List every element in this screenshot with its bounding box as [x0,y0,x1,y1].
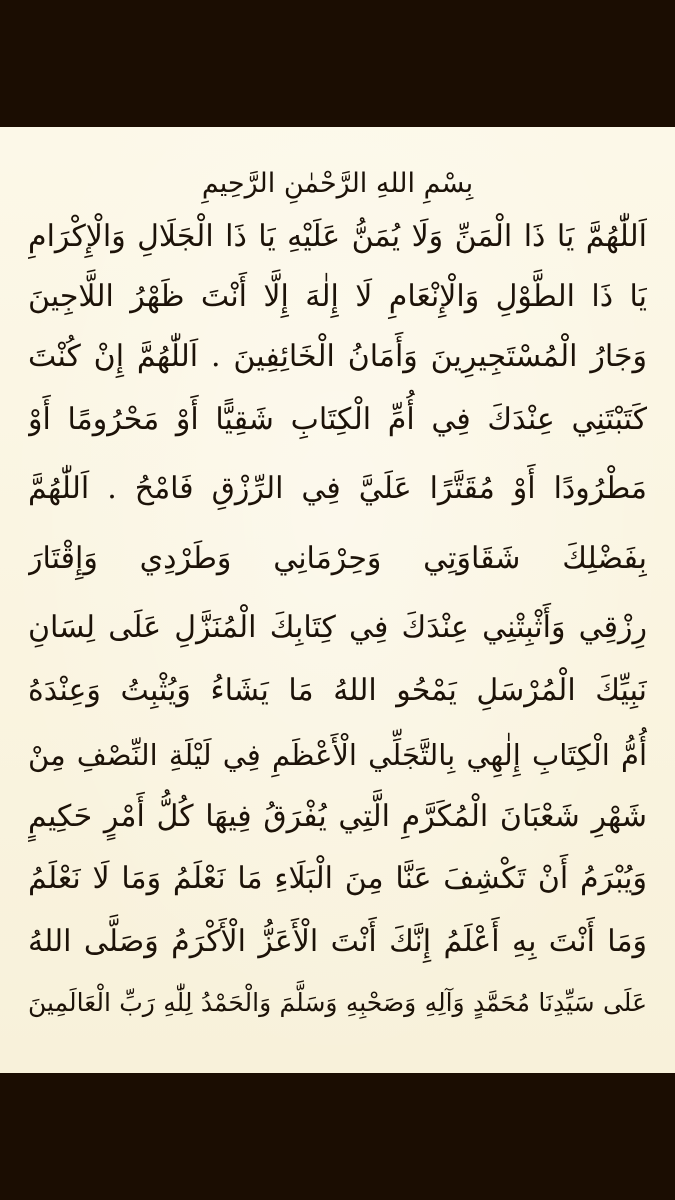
dua-line-11: وَيُبْرَمُ أَنْ تَكْشِفَ عَنَّا مِنَ الْبَلَاءِ مَا نَعْلَمُ وَمَا لَا نَعْلَمُ [28,861,647,896]
dua-line-9: أُمُّ الْكِتَابِ إِلٰهِي بِالتَّجَلِّي الْأَعْظَمِ فِي لَيْلَةِ النِّصْفِ مِنْ [28,738,647,772]
dua-line-5: مَطْرُودًا أَوْ مُقَتَّرًا عَلَيَّ فِي الرِّزْقِ فَامْحُ . اَللّٰهُمَّ [28,471,647,506]
dua-line-12: وَمَا أَنْتَ بِهِ أَعْلَمُ إِنَّكَ أَنْتَ الْأَعَزُّ الْأَكْرَمُ وَصَلَّى اللهُ [28,924,647,959]
dua-line-3: وَجَارُ الْمُسْتَجِيرِينَ وَأَمَانُ الْخَائِفِينَ . اَللّٰهُمَّ إِنْ كُنْتَ [28,339,647,374]
dua-line-7: رِزْقِي وَأَثْبِتْنِي عِنْدَكَ فِي كِتَابِكَ الْمُنَزَّلِ عَلَى لِسَانِ [28,610,647,645]
dua-page [0,127,675,1073]
dua-text-block [0,127,675,1073]
top-letterbox-bar [0,0,675,127]
bottom-letterbox-bar [0,1073,675,1200]
dua-line-6: بِفَضْلِكَ شَقَاوَتِي وَحِرْمَانِي وَطَرْدِي وَإِقْتَارَ [28,541,647,576]
dua-line-10: شَهْرِ شَعْبَانَ الْمُكَرَّمِ الَّتِي يُفْرَقُ فِيهَا كُلُّ أَمْرٍ حَكِيمٍ [28,799,647,834]
dua-line-1: اَللّٰهُمَّ يَا ذَا الْمَنِّ وَلَا يُمَنُّ عَلَيْهِ يَا ذَا الْجَلَالِ وَالْإِكْرَامِ [28,219,647,254]
basmala-heading: بِسْمِ اللهِ الرَّحْمٰنِ الرَّحِيمِ [201,168,474,199]
dua-line-8: نَبِيِّكَ الْمُرْسَلِ يَمْحُو اللهُ مَا يَشَاءُ وَيُثْبِتُ وَعِنْدَهُ [28,673,647,708]
dua-line-4: كَتَبْتَنِي عِنْدَكَ فِي أُمِّ الْكِتَابِ شَقِيًّا أَوْ مَحْرُومًا أَوْ [28,402,647,437]
dua-line-2: يَا ذَا الطَّوْلِ وَالْإِنْعَامِ لَا إِلٰهَ إِلَّا أَنْتَ ظَهْرُ اللَّاجِينَ [28,279,647,314]
dua-line-13: عَلَى سَيِّدِنَا مُحَمَّدٍ وَآلِهِ وَصَحْبِهِ وَسَلَّمَ وَالْحَمْدُ لِلّٰهِ رَبِّ الْعَالَمِينَ [28,988,647,1017]
